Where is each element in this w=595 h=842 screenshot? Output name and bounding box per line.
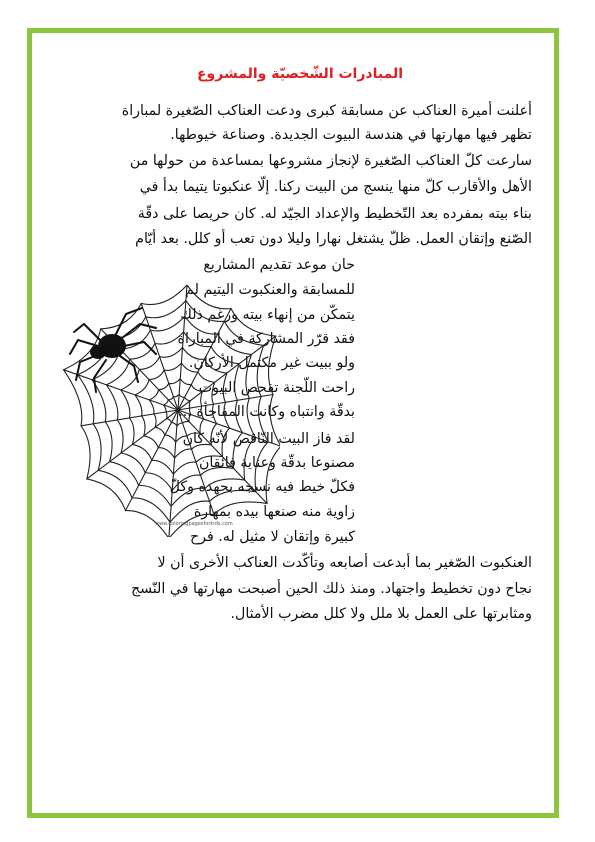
text-line: حان موعد تقديم المشاريع [203, 257, 355, 273]
text-line: زاوية منه صنعها بيده بمهارة [193, 504, 355, 520]
text-line: الأهل والأقارب كلّ منها ينسج من البيت ركنا. إلّا عنكبوتا يتيما بدأ في [139, 179, 532, 195]
text-line: بدقّة وانتباه وكانت المفاجأة ... [178, 404, 355, 420]
text-line: بناء بيته بمفرده بعد التّخطيط والإعداد الجيّد له. كان حريصا على دقّة [137, 206, 532, 222]
spider-web-illustration [60, 262, 280, 537]
text-line: فقد قرّر المشاركة في المباراة [177, 331, 355, 347]
text-line: ومثابرتها على العمل بلا ملل ولا كلل مضرب الأمثال. [230, 606, 532, 622]
text-line: تظهر فيها مهارتها في هندسة البيوت الجديدة. وصناعة خيوطها. [170, 127, 532, 143]
text-line: سارعت كلّ العناكب الصّغيرة لإنجاز مشروعها بمساعدة من حولها من [129, 153, 532, 169]
text-line: للمسابقة والعنكبوت اليتيم لم [185, 282, 355, 298]
text-line: يتمكّن من إنهاء بيته ورغم ذلك [180, 307, 355, 323]
text-line: أعلنت أميرة العناكب عن مسابقة كبرى ودعت العناكب الصّغيرة لمباراة [121, 103, 532, 119]
text-line: نجاح دون تخطيط واجتهاد. ومنذ ذلك الحين أصبحت مهارتها في النّسج [130, 581, 532, 597]
text-line: مصنوعا بدقّة وعناية فائقان [198, 455, 355, 471]
text-line: لقد فاز البيت النّاقص لأنّه كان [182, 431, 355, 447]
text-line: ولو ببيت غير مكتمل الأركان. [188, 355, 355, 371]
text-line: كبيرة وإتقان لا مثيل له. فرح [190, 529, 355, 545]
page-title: المبادرات الشّخصيّة والمشروع [196, 66, 404, 82]
text-line: راحت اللّجنة تفحص البيوت [198, 380, 355, 396]
image-credit: www.coloringpagesforkids.com [155, 521, 233, 527]
text-line: العنكبوت الصّغير بما أبدعت أصابعه وتأكّدت العناكب الأخرى أن لا [157, 555, 532, 571]
text-line: فكلّ خيط فيه نسجه بجهده وكلّ [169, 479, 355, 495]
text-line: الصّنع وإتقان العمل. ظلّ يشتغل نهارا وليلا دون تعب أو كلل. بعد أيّام [135, 231, 532, 247]
